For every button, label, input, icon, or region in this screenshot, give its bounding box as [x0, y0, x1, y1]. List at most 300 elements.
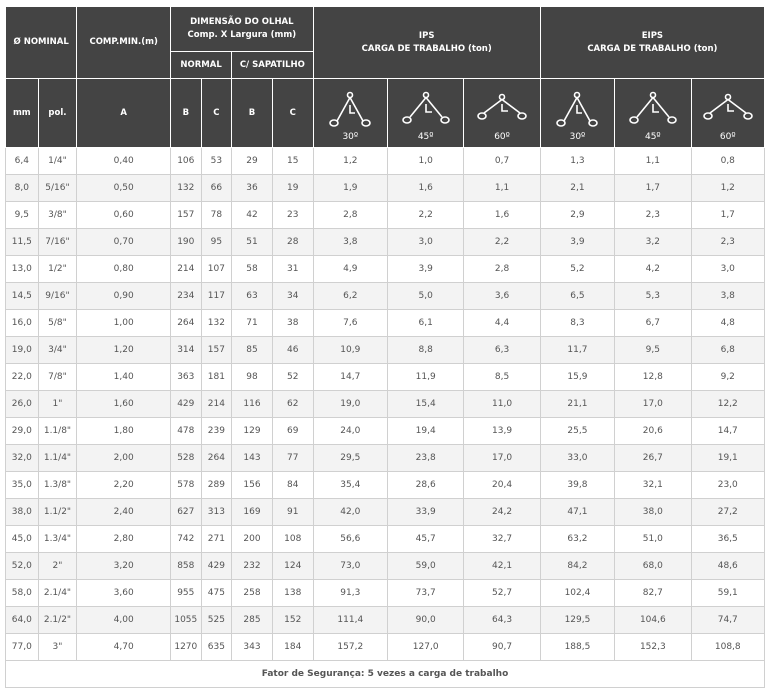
- cell-pol: 2": [38, 553, 77, 580]
- cell-b-sapatilho: 71: [232, 310, 273, 337]
- cell-ips-60: 20,4: [464, 472, 540, 499]
- cell-eips-60: 9,2: [691, 364, 764, 391]
- cell-ips-60: 13,9: [464, 418, 540, 445]
- cell-b-sapatilho: 343: [232, 634, 273, 661]
- table-row: [6, 229, 765, 256]
- ips-60-header: [464, 79, 540, 148]
- cell-ips-60: 1,1: [464, 175, 540, 202]
- cell-comp-min: 3,60: [77, 580, 171, 607]
- cell-mm: 45,0: [6, 526, 39, 553]
- cell-c-sapatilho: 28: [272, 229, 313, 256]
- cell-c-normal: 264: [201, 445, 232, 472]
- header-ips-title: IPS: [418, 30, 435, 41]
- cell-c-normal: 107: [201, 256, 232, 283]
- cell-eips-30: 33,0: [540, 445, 614, 472]
- angle-60-label: 60º: [719, 131, 736, 142]
- cell-c-normal: 214: [201, 391, 232, 418]
- cell-comp-min: 0,80: [77, 256, 171, 283]
- cell-eips-30: 5,2: [540, 256, 614, 283]
- eips-45-header: [615, 79, 691, 148]
- cell-ips-60: 1,6: [464, 202, 540, 229]
- cell-ips-60: 6,3: [464, 337, 540, 364]
- angle-30-label: 30º: [342, 131, 359, 142]
- cell-c-normal: 525: [201, 607, 232, 634]
- cell-ips-30: 10,9: [313, 337, 387, 364]
- cell-mm: 9,5: [6, 202, 39, 229]
- cell-c-sapatilho: 31: [272, 256, 313, 283]
- cell-eips-60: 0,8: [691, 148, 764, 175]
- cell-eips-60: 108,8: [691, 634, 764, 661]
- cell-b-normal: 157: [171, 202, 202, 229]
- cell-c-normal: 132: [201, 310, 232, 337]
- cell-c-sapatilho: 34: [272, 283, 313, 310]
- cell-c-sapatilho: 62: [272, 391, 313, 418]
- sling-30-icon: [314, 91, 387, 129]
- eips-60-header: [691, 79, 764, 148]
- eips-30-header: [540, 79, 614, 148]
- table-row: [6, 499, 765, 526]
- cell-ips-30: 111,4: [313, 607, 387, 634]
- cell-eips-30: 3,9: [540, 229, 614, 256]
- table-row: [6, 445, 765, 472]
- cell-mm: 16,0: [6, 310, 39, 337]
- cell-c-normal: 66: [201, 175, 232, 202]
- safety-factor-note: Fator de Segurança: 5 vezes a carga de trabalho: [6, 661, 765, 688]
- cell-mm: 13,0: [6, 256, 39, 283]
- cell-c-sapatilho: 124: [272, 553, 313, 580]
- cell-pol: 1.3/8": [38, 472, 77, 499]
- cell-eips-45: 12,8: [615, 364, 691, 391]
- table-row: [6, 634, 765, 661]
- cell-ips-45: 5,0: [387, 283, 463, 310]
- cell-eips-45: 26,7: [615, 445, 691, 472]
- cell-c-sapatilho: 52: [272, 364, 313, 391]
- cell-eips-45: 17,0: [615, 391, 691, 418]
- cell-ips-60: 0,7: [464, 148, 540, 175]
- cell-ips-45: 8,8: [387, 337, 463, 364]
- cell-eips-45: 5,3: [615, 283, 691, 310]
- cell-comp-min: 0,40: [77, 148, 171, 175]
- cell-comp-min: 1,80: [77, 418, 171, 445]
- cell-ips-30: 56,6: [313, 526, 387, 553]
- cell-comp-min: 0,60: [77, 202, 171, 229]
- specification-table: [5, 6, 765, 688]
- cell-b-sapatilho: 36: [232, 175, 273, 202]
- cell-pol: 1/2": [38, 256, 77, 283]
- cell-ips-45: 11,9: [387, 364, 463, 391]
- cell-b-sapatilho: 98: [232, 364, 273, 391]
- cell-eips-30: 2,1: [540, 175, 614, 202]
- table-header: [6, 7, 765, 148]
- cell-ips-30: 29,5: [313, 445, 387, 472]
- cell-ips-30: 1,9: [313, 175, 387, 202]
- cell-eips-60: 3,8: [691, 283, 764, 310]
- cell-eips-60: 14,7: [691, 418, 764, 445]
- cell-ips-30: 1,2: [313, 148, 387, 175]
- header-olhal-subtitle: Comp. X Largura (mm): [187, 30, 297, 40]
- cell-ips-30: 42,0: [313, 499, 387, 526]
- header-olhal-title: DIMENSÃO DO OLHAL: [190, 17, 294, 27]
- cell-c-sapatilho: 91: [272, 499, 313, 526]
- cell-b-sapatilho: 42: [232, 202, 273, 229]
- cell-c-sapatilho: 38: [272, 310, 313, 337]
- cell-mm: 35,0: [6, 472, 39, 499]
- cell-eips-60: 4,8: [691, 310, 764, 337]
- cell-pol: 1": [38, 391, 77, 418]
- cell-pol: 1/4": [38, 148, 77, 175]
- cell-c-sapatilho: 15: [272, 148, 313, 175]
- cell-b-normal: 578: [171, 472, 202, 499]
- cell-eips-60: 36,5: [691, 526, 764, 553]
- cell-mm: 77,0: [6, 634, 39, 661]
- cell-b-sapatilho: 285: [232, 607, 273, 634]
- cell-b-sapatilho: 200: [232, 526, 273, 553]
- cell-eips-30: 8,3: [540, 310, 614, 337]
- cell-eips-45: 3,2: [615, 229, 691, 256]
- cell-mm: 6,4: [6, 148, 39, 175]
- header-b-sapatilho: B: [232, 79, 273, 148]
- cell-b-normal: 234: [171, 283, 202, 310]
- cell-eips-30: 6,5: [540, 283, 614, 310]
- cell-eips-30: 1,3: [540, 148, 614, 175]
- table-body: [6, 148, 765, 661]
- cell-eips-30: 47,1: [540, 499, 614, 526]
- header-sapatilho: C/ SAPATILHO: [232, 52, 313, 79]
- cell-eips-45: 9,5: [615, 337, 691, 364]
- cell-eips-60: 1,7: [691, 202, 764, 229]
- cell-c-normal: 157: [201, 337, 232, 364]
- cell-ips-45: 1,6: [387, 175, 463, 202]
- header-normal: NORMAL: [171, 52, 232, 79]
- cell-eips-30: 188,5: [540, 634, 614, 661]
- cell-pol: 2.1/2": [38, 607, 77, 634]
- cell-c-normal: 95: [201, 229, 232, 256]
- angle-30-label: 30º: [569, 131, 586, 142]
- cell-ips-30: 19,0: [313, 391, 387, 418]
- cell-c-sapatilho: 69: [272, 418, 313, 445]
- cell-c-sapatilho: 77: [272, 445, 313, 472]
- cell-mm: 58,0: [6, 580, 39, 607]
- header-ips: [313, 7, 540, 79]
- cell-eips-45: 32,1: [615, 472, 691, 499]
- cell-eips-30: 21,1: [540, 391, 614, 418]
- header-ips-subtitle: CARGA DE TRABALHO (ton): [361, 43, 492, 54]
- cell-b-sapatilho: 51: [232, 229, 273, 256]
- cell-pol: 9/16": [38, 283, 77, 310]
- cell-pol: 7/8": [38, 364, 77, 391]
- cell-comp-min: 0,70: [77, 229, 171, 256]
- cell-b-sapatilho: 156: [232, 472, 273, 499]
- cell-c-sapatilho: 84: [272, 472, 313, 499]
- cell-eips-45: 20,6: [615, 418, 691, 445]
- header-pol: pol.: [38, 79, 77, 148]
- table-row: [6, 148, 765, 175]
- cell-ips-60: 90,7: [464, 634, 540, 661]
- cell-ips-60: 8,5: [464, 364, 540, 391]
- cell-comp-min: 2,00: [77, 445, 171, 472]
- cell-comp-min: 3,20: [77, 553, 171, 580]
- cell-b-normal: 955: [171, 580, 202, 607]
- cell-eips-45: 104,6: [615, 607, 691, 634]
- cell-ips-60: 32,7: [464, 526, 540, 553]
- cell-ips-45: 90,0: [387, 607, 463, 634]
- cell-b-normal: 264: [171, 310, 202, 337]
- cell-eips-30: 84,2: [540, 553, 614, 580]
- cell-c-normal: 239: [201, 418, 232, 445]
- cell-mm: 38,0: [6, 499, 39, 526]
- cell-b-sapatilho: 129: [232, 418, 273, 445]
- cell-pol: 1.1/2": [38, 499, 77, 526]
- cell-ips-30: 73,0: [313, 553, 387, 580]
- cell-ips-60: 42,1: [464, 553, 540, 580]
- header-a: A: [77, 79, 171, 148]
- cell-c-sapatilho: 184: [272, 634, 313, 661]
- cell-ips-60: 2,8: [464, 256, 540, 283]
- cell-pol: 5/16": [38, 175, 77, 202]
- cell-ips-30: 3,8: [313, 229, 387, 256]
- header-b-normal: B: [171, 79, 202, 148]
- cell-mm: 22,0: [6, 364, 39, 391]
- cell-ips-60: 52,7: [464, 580, 540, 607]
- cell-c-sapatilho: 23: [272, 202, 313, 229]
- cell-ips-45: 59,0: [387, 553, 463, 580]
- cell-comp-min: 0,90: [77, 283, 171, 310]
- cell-eips-45: 1,7: [615, 175, 691, 202]
- cell-comp-min: 1,60: [77, 391, 171, 418]
- cell-c-sapatilho: 108: [272, 526, 313, 553]
- cell-eips-45: 1,1: [615, 148, 691, 175]
- cell-b-normal: 478: [171, 418, 202, 445]
- cell-eips-30: 2,9: [540, 202, 614, 229]
- cell-c-normal: 429: [201, 553, 232, 580]
- cell-pol: 3": [38, 634, 77, 661]
- cell-ips-30: 35,4: [313, 472, 387, 499]
- cell-b-sapatilho: 258: [232, 580, 273, 607]
- cell-eips-60: 27,2: [691, 499, 764, 526]
- cell-c-normal: 271: [201, 526, 232, 553]
- cell-eips-30: 129,5: [540, 607, 614, 634]
- table-row: [6, 283, 765, 310]
- cell-c-normal: 181: [201, 364, 232, 391]
- cell-eips-45: 82,7: [615, 580, 691, 607]
- header-comp-min: COMP.MIN.(m): [77, 7, 171, 79]
- cell-pol: 7/16": [38, 229, 77, 256]
- cell-eips-60: 2,3: [691, 229, 764, 256]
- cell-ips-45: 28,6: [387, 472, 463, 499]
- table-row: [6, 202, 765, 229]
- cell-b-normal: 528: [171, 445, 202, 472]
- table-row: [6, 310, 765, 337]
- header-olhal: [171, 7, 314, 52]
- cell-c-normal: 53: [201, 148, 232, 175]
- cell-b-normal: 1270: [171, 634, 202, 661]
- cell-comp-min: 4,70: [77, 634, 171, 661]
- cell-comp-min: 1,20: [77, 337, 171, 364]
- cell-b-normal: 190: [171, 229, 202, 256]
- cell-ips-45: 33,9: [387, 499, 463, 526]
- cell-eips-60: 59,1: [691, 580, 764, 607]
- cell-b-normal: 363: [171, 364, 202, 391]
- cell-comp-min: 1,40: [77, 364, 171, 391]
- cell-b-sapatilho: 116: [232, 391, 273, 418]
- cell-comp-min: 2,40: [77, 499, 171, 526]
- cell-eips-45: 38,0: [615, 499, 691, 526]
- sling-60-icon: [692, 91, 764, 129]
- cell-c-sapatilho: 138: [272, 580, 313, 607]
- sling-30-icon: [541, 91, 614, 129]
- table-row: [6, 391, 765, 418]
- cell-ips-30: 2,8: [313, 202, 387, 229]
- cell-b-normal: 429: [171, 391, 202, 418]
- cell-comp-min: 2,80: [77, 526, 171, 553]
- ips-30-header: [313, 79, 387, 148]
- cell-b-sapatilho: 169: [232, 499, 273, 526]
- header-c-sapatilho: C: [272, 79, 313, 148]
- cell-pol: 2.1/4": [38, 580, 77, 607]
- cell-b-normal: 858: [171, 553, 202, 580]
- cell-c-normal: 117: [201, 283, 232, 310]
- table-row: [6, 337, 765, 364]
- cell-comp-min: 0,50: [77, 175, 171, 202]
- cell-eips-60: 6,8: [691, 337, 764, 364]
- cell-ips-60: 64,3: [464, 607, 540, 634]
- cell-b-normal: 742: [171, 526, 202, 553]
- cell-eips-45: 6,7: [615, 310, 691, 337]
- header-c-normal: C: [201, 79, 232, 148]
- cell-b-normal: 132: [171, 175, 202, 202]
- table-row: [6, 418, 765, 445]
- header-eips-title: EIPS: [641, 30, 664, 41]
- cell-eips-45: 152,3: [615, 634, 691, 661]
- cell-b-normal: 214: [171, 256, 202, 283]
- cell-eips-60: 48,6: [691, 553, 764, 580]
- table-row: [6, 256, 765, 283]
- cell-eips-45: 51,0: [615, 526, 691, 553]
- cell-ips-30: 24,0: [313, 418, 387, 445]
- cell-pol: 5/8": [38, 310, 77, 337]
- cell-ips-45: 2,2: [387, 202, 463, 229]
- cell-b-normal: 627: [171, 499, 202, 526]
- cell-eips-60: 1,2: [691, 175, 764, 202]
- cell-ips-30: 6,2: [313, 283, 387, 310]
- cell-c-normal: 313: [201, 499, 232, 526]
- sling-45-icon: [615, 91, 690, 129]
- cell-eips-60: 19,1: [691, 445, 764, 472]
- cell-eips-45: 68,0: [615, 553, 691, 580]
- cell-b-sapatilho: 29: [232, 148, 273, 175]
- cell-eips-60: 12,2: [691, 391, 764, 418]
- table-row: [6, 580, 765, 607]
- cell-mm: 32,0: [6, 445, 39, 472]
- cell-mm: 29,0: [6, 418, 39, 445]
- cell-eips-30: 102,4: [540, 580, 614, 607]
- header-eips-subtitle: CARGA DE TRABALHO (ton): [587, 43, 718, 54]
- cell-ips-60: 11,0: [464, 391, 540, 418]
- cell-eips-45: 2,3: [615, 202, 691, 229]
- cell-ips-30: 14,7: [313, 364, 387, 391]
- cell-ips-60: 2,2: [464, 229, 540, 256]
- cell-comp-min: 4,00: [77, 607, 171, 634]
- cell-pol: 1.1/8": [38, 418, 77, 445]
- cell-b-sapatilho: 63: [232, 283, 273, 310]
- cell-pol: 1.3/4": [38, 526, 77, 553]
- cell-eips-30: 11,7: [540, 337, 614, 364]
- cell-ips-45: 23,8: [387, 445, 463, 472]
- cell-b-sapatilho: 85: [232, 337, 273, 364]
- cell-ips-45: 45,7: [387, 526, 463, 553]
- header-nominal: Ø NOMINAL: [6, 7, 77, 79]
- cell-mm: 52,0: [6, 553, 39, 580]
- cell-mm: 11,5: [6, 229, 39, 256]
- cell-mm: 14,5: [6, 283, 39, 310]
- angle-45-label: 45º: [417, 131, 434, 142]
- cell-c-sapatilho: 46: [272, 337, 313, 364]
- cell-b-normal: 314: [171, 337, 202, 364]
- cell-b-normal: 106: [171, 148, 202, 175]
- cell-eips-30: 25,5: [540, 418, 614, 445]
- cell-pol: 1.1/4": [38, 445, 77, 472]
- cell-eips-60: 23,0: [691, 472, 764, 499]
- cell-ips-30: 7,6: [313, 310, 387, 337]
- cell-ips-45: 73,7: [387, 580, 463, 607]
- cell-c-normal: 475: [201, 580, 232, 607]
- cell-ips-30: 4,9: [313, 256, 387, 283]
- cell-pol: 3/8": [38, 202, 77, 229]
- cell-ips-45: 15,4: [387, 391, 463, 418]
- cell-comp-min: 1,00: [77, 310, 171, 337]
- cell-mm: 26,0: [6, 391, 39, 418]
- cell-mm: 8,0: [6, 175, 39, 202]
- cell-mm: 64,0: [6, 607, 39, 634]
- cell-ips-45: 127,0: [387, 634, 463, 661]
- table-row: [6, 526, 765, 553]
- table-row: [6, 472, 765, 499]
- cell-eips-45: 4,2: [615, 256, 691, 283]
- cell-eips-30: 63,2: [540, 526, 614, 553]
- cell-ips-60: 3,6: [464, 283, 540, 310]
- cell-comp-min: 2,20: [77, 472, 171, 499]
- cell-c-normal: 78: [201, 202, 232, 229]
- cell-ips-60: 24,2: [464, 499, 540, 526]
- cell-ips-30: 157,2: [313, 634, 387, 661]
- table-row: [6, 175, 765, 202]
- cell-b-sapatilho: 232: [232, 553, 273, 580]
- table-row: [6, 364, 765, 391]
- table-row: [6, 553, 765, 580]
- sling-60-icon: [464, 91, 539, 129]
- angle-45-label: 45º: [644, 131, 661, 142]
- cell-eips-60: 74,7: [691, 607, 764, 634]
- sling-45-icon: [388, 91, 463, 129]
- cell-ips-45: 3,9: [387, 256, 463, 283]
- cell-eips-30: 39,8: [540, 472, 614, 499]
- cell-ips-30: 91,3: [313, 580, 387, 607]
- cell-c-sapatilho: 19: [272, 175, 313, 202]
- header-eips: [540, 7, 764, 79]
- cell-ips-45: 6,1: [387, 310, 463, 337]
- cell-eips-60: 3,0: [691, 256, 764, 283]
- angle-60-label: 60º: [494, 131, 510, 142]
- cell-ips-45: 1,0: [387, 148, 463, 175]
- cell-ips-60: 17,0: [464, 445, 540, 472]
- cell-c-sapatilho: 152: [272, 607, 313, 634]
- cell-c-normal: 289: [201, 472, 232, 499]
- cell-b-sapatilho: 143: [232, 445, 273, 472]
- cell-b-sapatilho: 58: [232, 256, 273, 283]
- header-mm: mm: [6, 79, 39, 148]
- cell-pol: 3/4": [38, 337, 77, 364]
- cell-b-normal: 1055: [171, 607, 202, 634]
